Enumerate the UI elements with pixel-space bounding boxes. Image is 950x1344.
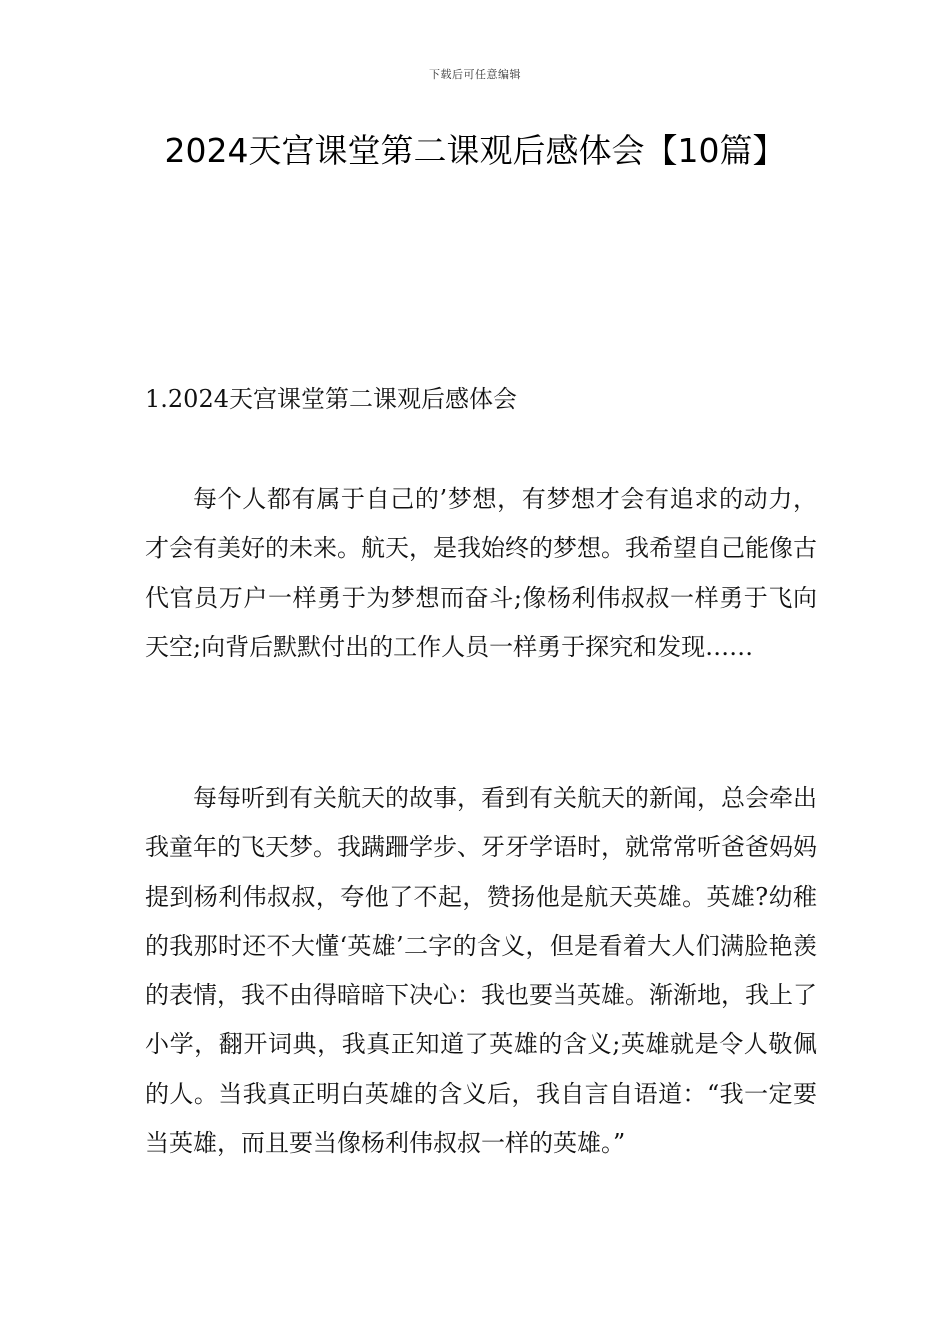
section-heading: 1.2024天宫课堂第二课观后感体会 — [145, 385, 517, 413]
header-note: 下载后可任意编辑 — [429, 68, 521, 81]
body-paragraph-2: 每每听到有关航天的故事，看到有关航天的新闻，总会牵出我童年的飞天梦。我蹒跚学步、牙牙学语时，就常常听爸爸妈妈提到杨利伟叔叔，夸他了不起，赞扬他是航天英雄。英雄?幼稚的我那时还不大懂‘英雄’二字的含义，但是看着大人们满脸艳羡的表情，我不由得暗暗下决心：我也要当英雄。渐渐地，我上了小学，翻开词典，我真正知道了英雄的含义;英雄就是令人敬佩的人。当我真正明白英雄的含义后，我自言自语道：“我一定要当英雄，而且要当像杨利伟叔叔一样的英雄。” — [145, 784, 817, 1158]
document-title: 2024天宫课堂第二课观后感体会【10篇】 — [164, 131, 786, 170]
body-paragraph-1: 每个人都有属于自己的’梦想，有梦想才会有追求的动力，才会有美好的未来。航天，是我始终的梦想。我希望自己能像古代官员万户一样勇于为梦想而奋斗;像杨利伟叔叔一样勇于飞向天空;向背后默默付出的工作人员一样勇于探究和发现…… — [145, 485, 817, 661]
